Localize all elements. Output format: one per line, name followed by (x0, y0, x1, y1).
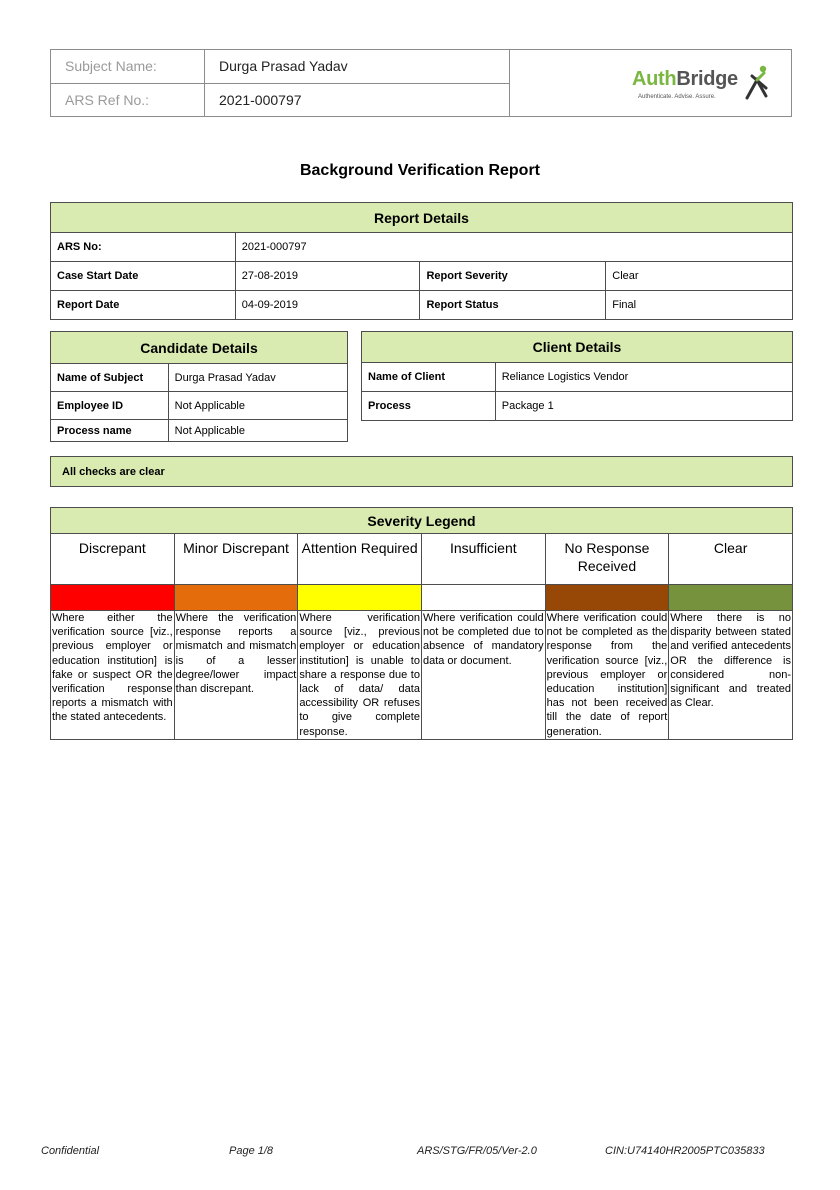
page-title: Background Verification Report (299, 162, 541, 179)
footer-cin: CIN:U74140HR2005PTC035833 (605, 1145, 765, 1157)
footer-page-number: Page 1/8 (229, 1145, 274, 1157)
ars-no-value: 2021-000797 (235, 233, 792, 262)
case-start-date-label: Case Start Date (51, 262, 236, 291)
candidate-details-table (50, 331, 348, 442)
checks-summary-bar (50, 456, 793, 487)
legend-swatch-attention-required (298, 585, 422, 611)
logo-text-bridge: Bridge (676, 68, 738, 90)
legend-desc-attention-required: Where verification source [viz., previous employer or education institution] is unable to share a response due to lack of data/ data accessibility OR refuses to give complete response. (299, 612, 420, 738)
report-severity-label: Report Severity (420, 262, 606, 291)
logo-tagline: Authenticate. Advise. Assure. (638, 94, 716, 100)
legend-name-no-response: No Response Received (545, 534, 669, 585)
severity-legend-table (50, 507, 793, 740)
report-severity-value: Clear (606, 262, 793, 291)
legend-desc-discrepant: Where either the verification source [viz., previous employer or education institution] is fake or suspect OR the verification response reports a mismatch with the stated antecedents. (51, 611, 175, 740)
process-value: Package 1 (495, 392, 792, 421)
ars-ref-label: ARS Ref No.: (65, 92, 150, 108)
legend-swatch-discrepant (51, 585, 175, 611)
legend-desc-clear: Where there is no disparity between stated and verified antecedents OR the difference is considered non-significant and treated as Clear. (669, 611, 793, 740)
ars-ref-value: 2021-000797 (219, 92, 302, 108)
legend-swatch-clear (669, 585, 793, 611)
subject-name-value: Durga Prasad Yadav (219, 58, 348, 74)
legend-desc-insufficient: Where verification could not be completed due to absence of mandatory data or document. (421, 611, 545, 740)
process-name-label: Process name (51, 420, 169, 442)
authbridge-logo (632, 62, 772, 106)
process-label: Process (362, 392, 496, 421)
client-details-heading: Client Details (362, 332, 793, 363)
footer-confidential: Confidential (41, 1145, 100, 1157)
logo-figure-icon (744, 64, 772, 100)
severity-legend-heading: Severity Legend (51, 508, 793, 534)
legend-swatch-no-response (545, 585, 669, 611)
checks-summary-text: All checks are clear (62, 466, 165, 478)
legend-name-insufficient: Insufficient (421, 534, 545, 585)
report-status-value: Final (606, 291, 793, 320)
process-name-value: Not Applicable (168, 420, 347, 442)
report-status-label: Report Status (420, 291, 606, 320)
legend-desc-minor-discrepant: Where the verification response reports a mismatch and mismatch is of a lesser degree/lower impact than discrepant. (174, 611, 298, 740)
case-start-date-value: 27-08-2019 (235, 262, 420, 291)
legend-name-attention-required: Attention Required (298, 534, 422, 585)
employee-id-value: Not Applicable (168, 392, 347, 420)
legend-name-discrepant: Discrepant (51, 534, 175, 585)
name-of-subject-label: Name of Subject (51, 364, 169, 392)
legend-name-clear: Clear (669, 534, 793, 585)
report-details-heading: Report Details (51, 203, 793, 233)
legend-name-minor-discrepant: Minor Discrepant (174, 534, 298, 585)
name-of-subject-value: Durga Prasad Yadav (168, 364, 347, 392)
report-date-value: 04-09-2019 (235, 291, 420, 320)
legend-swatch-insufficient (421, 585, 545, 611)
logo-text-auth: Auth (632, 68, 677, 90)
name-of-client-label: Name of Client (362, 363, 496, 392)
legend-desc-no-response: Where verification could not be completed as the response from the verification source [viz., previous employer or education institution] has not been received till the date of report generation. (546, 612, 668, 738)
report-date-label: Report Date (51, 291, 236, 320)
subject-name-label: Subject Name: (65, 58, 157, 74)
footer-doc-code: ARS/STG/FR/05/Ver-2.0 (417, 1145, 537, 1157)
client-details-table (361, 331, 793, 421)
name-of-client-value: Reliance Logistics Vendor (495, 363, 792, 392)
ars-no-label: ARS No: (51, 233, 236, 262)
employee-id-label: Employee ID (51, 392, 169, 420)
divider (509, 50, 510, 116)
candidate-details-heading: Candidate Details (51, 332, 348, 364)
legend-swatch-minor-discrepant (174, 585, 298, 611)
report-details-table (50, 202, 793, 320)
